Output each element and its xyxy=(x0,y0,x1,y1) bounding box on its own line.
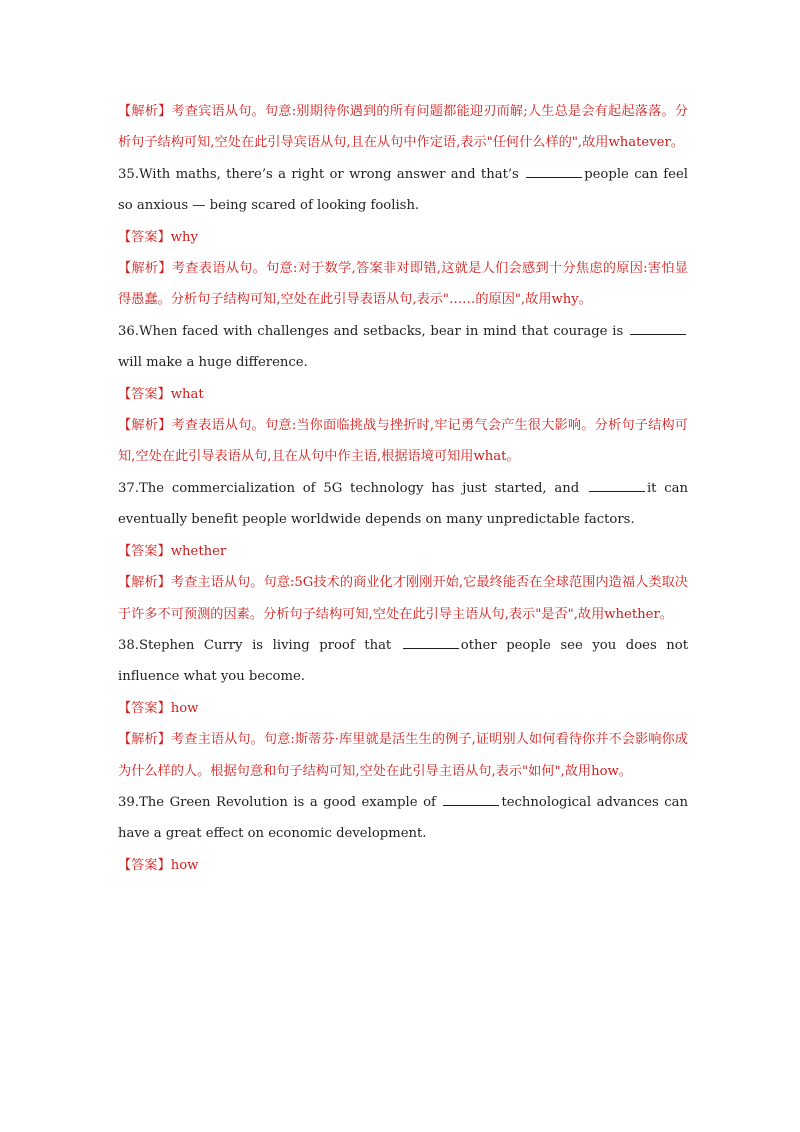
question-36-after: will make a huge difference. xyxy=(118,355,308,371)
question-39-blank xyxy=(443,793,499,806)
question-36-blank xyxy=(630,322,686,335)
question-38 xyxy=(118,630,688,693)
question-38-before: 38.Stephen Curry is living proof that xyxy=(118,637,401,653)
question-36-before: 36.When faced with challenges and setbacks, bear in mind that courage is xyxy=(118,323,628,339)
analysis-37: 【解析】考查主语从句。句意:5G技术的商业化才刚刚开始,它最终能否在全球范围内造福人类取决于许多不可预测的因素。分析句子结构可知,空处在此引导主语从句,表示"是否",故用whether。 xyxy=(118,575,688,622)
question-39-before: 39.The Green Revolution is a good example of xyxy=(118,794,442,810)
analysis-35: 【解析】考查表语从句。句意:对于数学,答案非对即错,这就是人们会感到十分焦虑的原因:害怕显得愚蠢。分析句子结构可知,空处在此引导表语从句,表示"……的原因",故用why。 xyxy=(118,261,688,308)
question-37-after: it can eventually benefit people worldwide depends on many unpredictable factors. xyxy=(118,480,688,528)
answer-36: 【答案】what xyxy=(118,386,204,402)
analysis-34: 【解析】考查宾语从句。句意:别期待你遇到的所有问题都能迎刃而解;人生总是会有起起落落。分析句子结构可知,空处在此引导宾语从句,且在从句中作定语,表示"任何什么样的",故用whatever。 xyxy=(118,104,688,151)
question-37-blank xyxy=(589,479,645,492)
document-page xyxy=(118,96,688,881)
question-39-after: technological advances can have a great effect on economic development. xyxy=(118,794,688,842)
question-37 xyxy=(118,473,688,536)
question-35-before: 35.With maths, there’s a right or wrong answer and that’s xyxy=(118,166,525,182)
question-38-blank xyxy=(403,636,459,649)
question-35-after: people can feel so anxious — being scared of looking foolish. xyxy=(118,166,688,214)
answer-39: 【答案】how xyxy=(118,857,199,873)
question-35 xyxy=(118,159,688,222)
answer-38: 【答案】how xyxy=(118,700,199,716)
question-38-after: other people see you does not influence what you become. xyxy=(118,637,688,685)
question-35-blank xyxy=(526,165,582,178)
answer-35: 【答案】why xyxy=(118,229,198,245)
question-36 xyxy=(118,316,688,379)
analysis-36: 【解析】考查表语从句。句意:当你面临挑战与挫折时,牢记勇气会产生很大影响。分析句子结构可知,空处在此引导表语从句,且在从句中作主语,根据语境可知用what。 xyxy=(118,418,688,465)
question-37-before: 37.The commercialization of 5G technology has just started, and xyxy=(118,480,587,496)
answer-37: 【答案】whether xyxy=(118,543,227,559)
analysis-38: 【解析】考查主语从句。句意:斯蒂芬·库里就是活生生的例子,证明别人如何看待你并不会影响你成为什么样的人。根据句意和句子结构可知,空处在此引导主语从句,表示"如何",故用how。 xyxy=(118,732,688,779)
question-39 xyxy=(118,787,688,850)
